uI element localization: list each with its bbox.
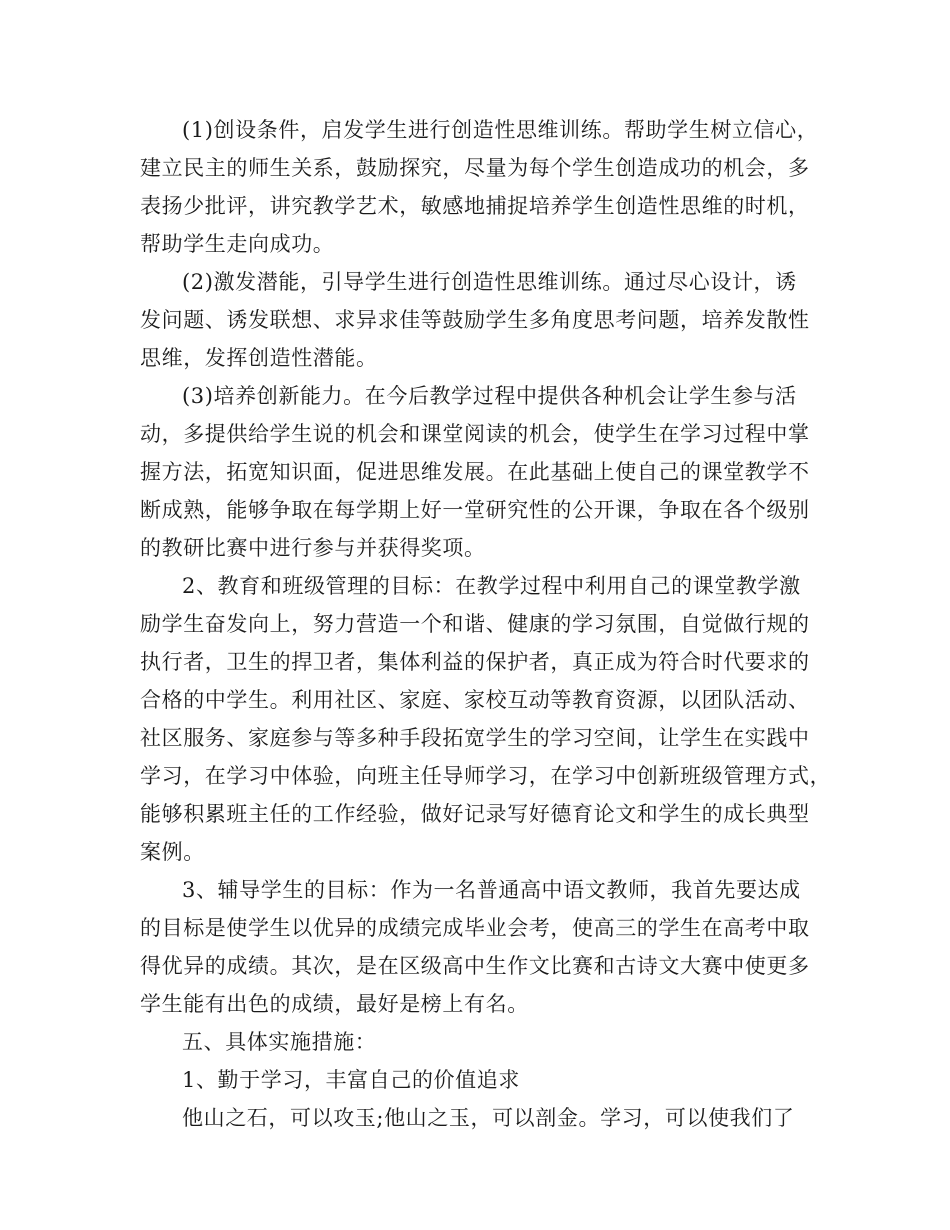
paragraph-line: 断成熟，能够争取在每学期上好一堂研究性的公开课，争取在各个级别	[140, 498, 810, 522]
paragraph-line: 执行者，卫生的捍卫者，集体利益的保护者，真正成为符合时代要求的	[140, 650, 810, 674]
paragraph-line: 他山之石，可以攻玉;他山之玉，可以剖金。学习，可以使我们了	[182, 1106, 795, 1130]
paragraph-line: 学习，在学习中体验，向班主任导师学习，在学习中创新班级管理方式，	[140, 764, 832, 788]
paragraph-line: 思维，发挥创造性潜能。	[140, 346, 378, 370]
paragraph-line: (2)激发潜能，引导学生进行创造性思维训练。通过尽心设计，诱	[182, 270, 797, 294]
paragraph-line: 案例。	[140, 840, 205, 864]
paragraph-line: 握方法，拓宽知识面，促进思维发展。在此基础上使自己的课堂教学不	[140, 460, 810, 484]
section-heading: 五、具体实施措施：	[182, 1030, 377, 1054]
subsection-heading: 1、勤于学习，丰富自己的价值追求	[182, 1068, 520, 1092]
paragraph-line: 合格的中学生。利用社区、家庭、家校互动等教育资源，以团队活动、	[140, 688, 810, 712]
paragraph-line: (1)创设条件，启发学生进行创造性思维训练。帮助学生树立信心，	[182, 118, 819, 142]
paragraph-line: 励学生奋发向上，努力营造一个和谐、健康的学习氛围，自觉做行规的	[140, 612, 810, 636]
paragraph-line: 发问题、诱发联想、求异求佳等鼓励学生多角度思考问题，培养发散性	[140, 308, 810, 332]
paragraph-line: 得优异的成绩。其次，是在区级高中生作文比赛和古诗文大赛中使更多	[140, 954, 810, 978]
paragraph-line: 2、教育和班级管理的目标：在教学过程中利用自己的课堂教学激	[182, 574, 801, 598]
paragraph-line: 3、辅导学生的目标：作为一名普通高中语文教师，我首先要达成	[182, 878, 801, 902]
paragraph-line: 建立民主的师生关系，鼓励探究，尽量为每个学生创造成功的机会，多	[140, 156, 810, 180]
paragraph-line: 帮助学生走向成功。	[140, 232, 335, 256]
paragraph-line: 动，多提供给学生说的机会和课堂阅读的机会，使学生在学习过程中掌	[140, 422, 810, 446]
paragraph-line: 表扬少批评，讲究教学艺术，敏感地捕捉培养学生创造性思维的时机，	[140, 194, 810, 218]
paragraph-line: 社区服务、家庭参与等多种手段拓宽学生的学习空间，让学生在实践中	[140, 726, 810, 750]
paragraph-line: (3)培养创新能力。在今后教学过程中提供各种机会让学生参与活	[182, 384, 797, 408]
paragraph-line: 能够积累班主任的工作经验，做好记录写好德育论文和学生的成长典型	[140, 802, 810, 826]
paragraph-line: 的目标是使学生以优异的成绩完成毕业会考，使高三的学生在高考中取	[140, 916, 810, 940]
paragraph-line: 的教研比赛中进行参与并获得奖项。	[140, 536, 486, 560]
paragraph-line: 学生能有出色的成绩，最好是榜上有名。	[140, 992, 529, 1016]
